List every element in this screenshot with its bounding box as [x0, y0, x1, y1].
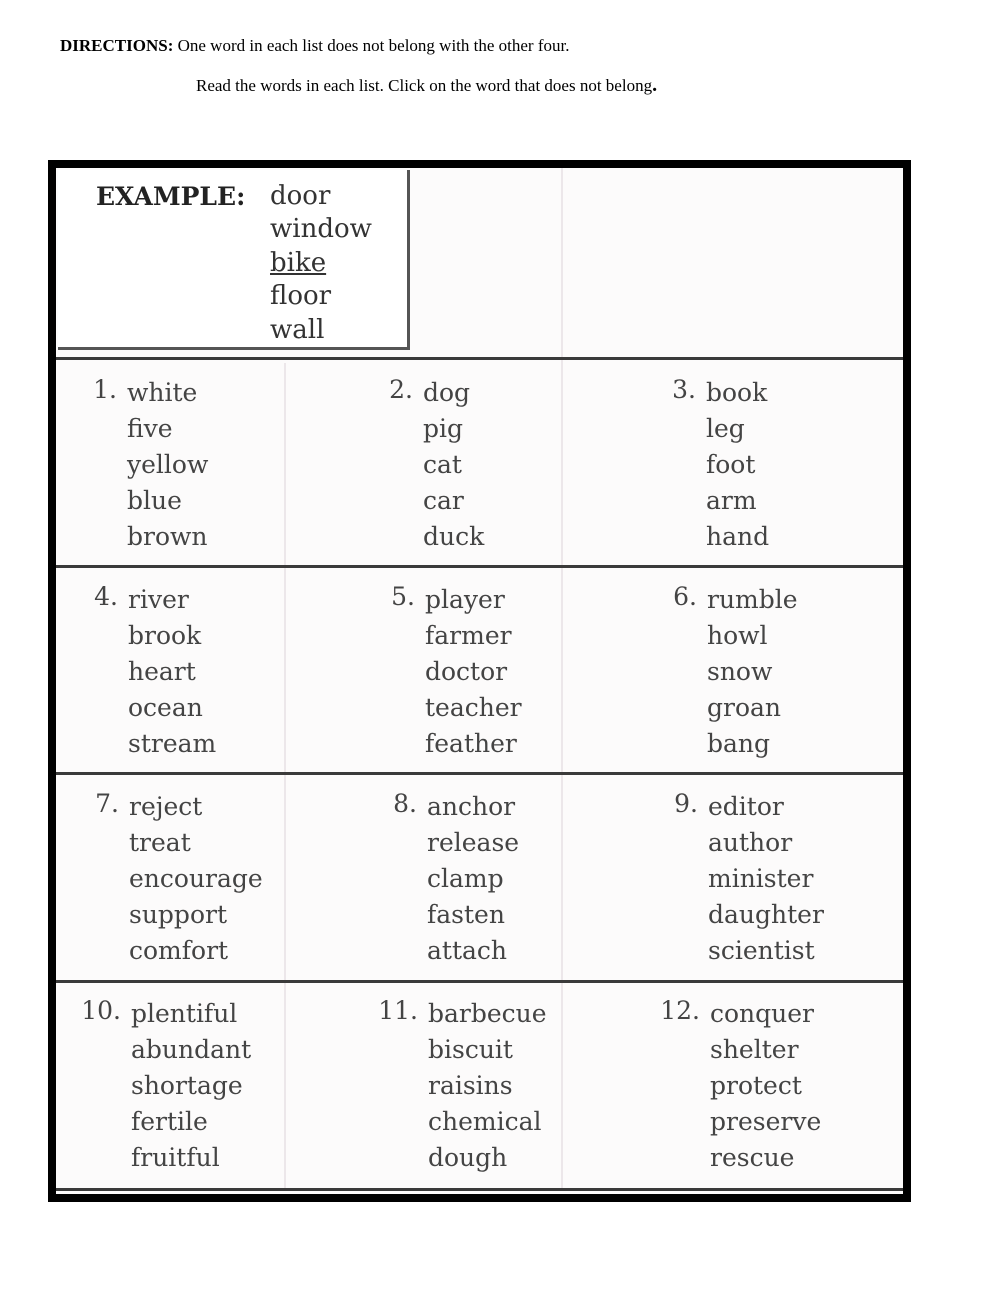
word-option[interactable]: scientist	[708, 936, 815, 965]
word-option[interactable]: white	[127, 378, 198, 407]
word-option[interactable]: snow	[707, 657, 773, 686]
word-option[interactable]: hand	[706, 522, 770, 551]
word-option[interactable]: raisins	[428, 1071, 513, 1100]
word-option[interactable]: book	[706, 378, 768, 407]
word-option[interactable]: leg	[706, 414, 745, 443]
word-list-9	[674, 789, 824, 969]
example-label: EXAMPLE:	[96, 182, 246, 211]
word-option[interactable]: groan	[707, 693, 782, 722]
word-option[interactable]: arm	[706, 486, 757, 515]
instructions-text: Read the words in each list. Click on the word that does not belong	[196, 76, 653, 95]
word-option[interactable]: fertile	[131, 1107, 208, 1136]
word-option[interactable]: dog	[423, 378, 471, 407]
word-list-5	[391, 582, 522, 762]
word-list-2	[389, 375, 485, 555]
word-list-4	[94, 582, 217, 762]
word-option[interactable]: comfort	[129, 936, 229, 965]
word-option[interactable]: ocean	[128, 693, 203, 722]
word-option[interactable]: minister	[708, 864, 814, 893]
word-option[interactable]: dough	[428, 1143, 508, 1172]
word-option[interactable]: farmer	[425, 621, 512, 650]
list-number: 1.	[93, 375, 117, 404]
word-option[interactable]: brown	[127, 522, 208, 551]
example-word-list	[270, 180, 372, 347]
word-option[interactable]: fruitful	[131, 1143, 220, 1172]
word-option[interactable]: player	[425, 585, 505, 614]
word-list-6	[673, 582, 798, 762]
word-option[interactable]: heart	[128, 657, 196, 686]
list-number: 6.	[673, 582, 697, 611]
word-option[interactable]: stream	[128, 729, 217, 758]
word-option[interactable]: treat	[129, 828, 191, 857]
word-option[interactable]: river	[128, 585, 189, 614]
list-number: 7.	[95, 789, 119, 818]
instructions-period: .	[652, 74, 658, 96]
word-option[interactable]: shortage	[131, 1071, 243, 1100]
word-option[interactable]: yellow	[127, 450, 209, 479]
word-option[interactable]: fasten	[427, 900, 505, 929]
list-number: 5.	[391, 582, 415, 611]
directions-line	[60, 36, 569, 56]
word-option[interactable]: bang	[707, 729, 771, 758]
example-word: window	[270, 214, 372, 245]
word-option[interactable]: rescue	[710, 1143, 795, 1172]
word-option[interactable]: author	[708, 828, 793, 857]
list-number: 11.	[378, 996, 418, 1025]
directions-label: DIRECTIONS:	[60, 36, 174, 55]
word-option[interactable]: plentiful	[131, 999, 238, 1028]
word-list-12	[660, 996, 822, 1176]
word-option[interactable]: attach	[427, 936, 508, 965]
column-divider	[284, 363, 286, 1188]
word-option[interactable]: blue	[127, 486, 182, 515]
word-option[interactable]: shelter	[710, 1035, 799, 1064]
word-option[interactable]: clamp	[427, 864, 504, 893]
word-option[interactable]: chemical	[428, 1107, 542, 1136]
list-number: 9.	[674, 789, 698, 818]
word-option[interactable]: conquer	[710, 999, 815, 1028]
word-option[interactable]: biscuit	[428, 1035, 513, 1064]
word-option[interactable]: daughter	[708, 900, 824, 929]
example-word: wall	[270, 314, 325, 345]
word-option[interactable]: five	[127, 414, 173, 443]
row-divider	[56, 357, 903, 360]
word-option[interactable]: pig	[423, 414, 464, 443]
list-number: 8.	[393, 789, 417, 818]
word-list-10	[81, 996, 252, 1176]
word-option[interactable]: reject	[129, 792, 203, 821]
word-option[interactable]: car	[423, 486, 464, 515]
word-option[interactable]: duck	[423, 522, 485, 551]
word-option[interactable]: rumble	[707, 585, 798, 614]
list-number: 3.	[672, 375, 696, 404]
list-number: 4.	[94, 582, 118, 611]
list-number: 10.	[81, 996, 121, 1025]
word-option[interactable]: release	[427, 828, 520, 857]
word-option[interactable]: barbecue	[428, 999, 547, 1028]
row-divider	[56, 980, 903, 983]
word-list-8	[393, 789, 520, 969]
row-divider	[56, 1188, 903, 1191]
word-option[interactable]: howl	[707, 621, 768, 650]
word-list-3	[672, 375, 770, 555]
word-list-7	[95, 789, 263, 969]
word-list-11	[378, 996, 547, 1176]
worksheet-table	[48, 160, 911, 1202]
word-option[interactable]: protect	[710, 1071, 802, 1100]
word-list-1	[93, 375, 209, 555]
instructions-line	[196, 74, 657, 97]
row-divider	[56, 565, 903, 568]
example-word: door	[270, 181, 331, 211]
word-option[interactable]: editor	[708, 792, 784, 821]
word-option[interactable]: teacher	[425, 693, 522, 722]
row-divider	[56, 772, 903, 775]
word-option[interactable]: encourage	[129, 864, 263, 893]
word-option[interactable]: doctor	[425, 657, 508, 686]
word-option[interactable]: cat	[423, 450, 462, 479]
column-divider	[561, 168, 563, 1188]
worksheet-inner	[56, 168, 903, 1194]
word-option[interactable]: preserve	[710, 1107, 822, 1136]
word-option[interactable]: brook	[128, 621, 202, 650]
word-option[interactable]: abundant	[131, 1035, 252, 1064]
example-box	[58, 170, 410, 350]
list-number: 12.	[660, 996, 700, 1025]
example-word: floor	[270, 281, 332, 312]
word-option[interactable]: anchor	[427, 792, 516, 821]
list-number: 2.	[389, 375, 413, 404]
directions-text: One word in each list does not belong with the other four.	[173, 36, 570, 55]
word-option[interactable]: foot	[706, 450, 756, 479]
example-word-answer: bike	[270, 247, 327, 278]
word-option[interactable]: feather	[425, 729, 517, 758]
word-option[interactable]: support	[129, 900, 227, 929]
